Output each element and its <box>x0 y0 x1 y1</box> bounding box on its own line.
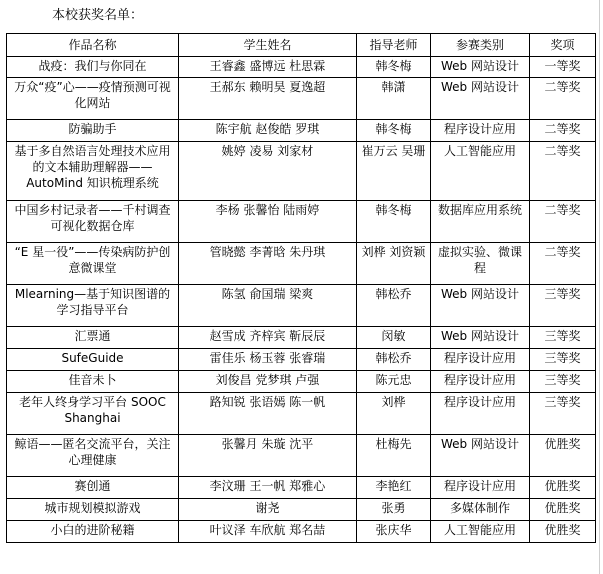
cell-category: 程序设计应用 <box>431 393 530 435</box>
list-heading: 本校获奖名单： <box>52 8 144 23</box>
cell-advisor: 韩松乔 <box>357 349 431 371</box>
cell-category: 程序设计应用 <box>431 477 530 499</box>
cell-advisor: 闵敏 <box>357 327 431 349</box>
table-row <box>7 477 596 499</box>
cell-category: 多媒体制作 <box>431 499 530 521</box>
cell-category: Web 网站设计 <box>431 327 530 349</box>
cell-category: Web 网站设计 <box>431 435 530 477</box>
cell-award: 二等奖 <box>530 78 596 120</box>
header-award: 奖项 <box>530 34 596 57</box>
header-advisor: 指导老师 <box>357 34 431 57</box>
cell-project: 防骗助手 <box>7 120 179 142</box>
table-row <box>7 78 596 120</box>
cell-students: 刘俊昌 党梦琪 卢强 <box>179 371 357 393</box>
cell-students: 叶议泽 车欣航 郑名喆 <box>179 521 357 543</box>
cell-category: Web 网站设计 <box>431 285 530 327</box>
table-row <box>7 243 596 285</box>
cell-category: 虚拟实验、微课程 <box>431 243 530 285</box>
cell-category: 数据库应用系统 <box>431 201 530 243</box>
cell-advisor: 李艳红 <box>357 477 431 499</box>
cell-category: 程序设计应用 <box>431 120 530 142</box>
page-margin-rule <box>599 0 600 574</box>
cell-award: 二等奖 <box>530 142 596 201</box>
table-row <box>7 393 596 435</box>
cell-advisor: 韩冬梅 <box>357 120 431 142</box>
cell-award: 三等奖 <box>530 285 596 327</box>
cell-students: 管晓懿 李菁晗 朱丹琪 <box>179 243 357 285</box>
cell-award: 优胜奖 <box>530 499 596 521</box>
cell-students: 王睿鑫 盛博远 杜思霖 <box>179 57 357 78</box>
header-category: 参赛类别 <box>431 34 530 57</box>
table-row <box>7 142 596 201</box>
cell-award: 三等奖 <box>530 393 596 435</box>
cell-advisor: 刘桦 刘资颖 <box>357 243 431 285</box>
cell-students: 李杨 张馨怡 陆雨婷 <box>179 201 357 243</box>
cell-project: 城市规划模拟游戏 <box>7 499 179 521</box>
cell-students: 赵雪成 齐梓宾 靳辰辰 <box>179 327 357 349</box>
cell-project: 小白的进阶秘籍 <box>7 521 179 543</box>
cell-project: 万众“疫”心——疫情预测可视化网站 <box>7 78 179 120</box>
cell-award: 优胜奖 <box>530 435 596 477</box>
cell-category: 人工智能应用 <box>431 142 530 201</box>
cell-students: 王郝东 赖明昊 夏逸超 <box>179 78 357 120</box>
awards-table <box>6 33 596 543</box>
cell-project: 战疫：我们与你同在 <box>7 57 179 78</box>
table-row <box>7 201 596 243</box>
cell-award: 三等奖 <box>530 327 596 349</box>
cell-category: Web 网站设计 <box>431 57 530 78</box>
cell-advisor: 张庆华 <box>357 521 431 543</box>
cell-award: 二等奖 <box>530 243 596 285</box>
cell-project: SufeGuide <box>7 349 179 371</box>
cell-students: 陈氢 俞国瑞 梁爽 <box>179 285 357 327</box>
table-row <box>7 521 596 543</box>
header-project: 作品名称 <box>7 34 179 57</box>
table-row <box>7 499 596 521</box>
cell-project: 中国乡村记录者——千村调查可视化数据仓库 <box>7 201 179 243</box>
cell-advisor: 韩冬梅 <box>357 57 431 78</box>
cell-project: 佳音未卜 <box>7 371 179 393</box>
cell-category: Web 网站设计 <box>431 78 530 120</box>
table-row <box>7 371 596 393</box>
cell-advisor: 张勇 <box>357 499 431 521</box>
cell-award: 三等奖 <box>530 371 596 393</box>
table-row <box>7 349 596 371</box>
cell-category: 程序设计应用 <box>431 371 530 393</box>
cell-project: 老年人终身学习平台 SOOC Shanghai <box>7 393 179 435</box>
cell-advisor: 杜梅先 <box>357 435 431 477</box>
cell-advisor: 韩松乔 <box>357 285 431 327</box>
table-row <box>7 327 596 349</box>
cell-award: 二等奖 <box>530 201 596 243</box>
cell-students: 路知锐 张语嫣 陈一帆 <box>179 393 357 435</box>
cell-project: 基于多自然语言处理技术应用的文本辅助理解器——AutoMind 知识梳理系统 <box>7 142 179 201</box>
cell-award: 二等奖 <box>530 120 596 142</box>
cell-advisor: 刘桦 <box>357 393 431 435</box>
cell-students: 姚婷 凌易 刘家材 <box>179 142 357 201</box>
cell-project: “E 星一役”——传染病防护创意微课堂 <box>7 243 179 285</box>
cell-award: 优胜奖 <box>530 521 596 543</box>
header-students: 学生姓名 <box>179 34 357 57</box>
table-row <box>7 435 596 477</box>
cell-award: 三等奖 <box>530 349 596 371</box>
cell-award: 优胜奖 <box>530 477 596 499</box>
cell-advisor: 韩潇 <box>357 78 431 120</box>
cell-project: 鲸语——匿名交流平台，关注心理健康 <box>7 435 179 477</box>
table-row <box>7 285 596 327</box>
cell-category: 程序设计应用 <box>431 349 530 371</box>
table-row <box>7 57 596 78</box>
cell-advisor: 崔万云 吴珊 <box>357 142 431 201</box>
cell-project: 汇票通 <box>7 327 179 349</box>
cell-students: 谢尧 <box>179 499 357 521</box>
cell-category: 人工智能应用 <box>431 521 530 543</box>
table-body <box>7 57 596 543</box>
cell-advisor: 陈元忠 <box>357 371 431 393</box>
cell-project: 赛创通 <box>7 477 179 499</box>
cell-students: 雷佳乐 杨玉蓉 张睿瑞 <box>179 349 357 371</box>
table-row <box>7 120 596 142</box>
cell-students: 陈宇航 赵俊皓 罗琪 <box>179 120 357 142</box>
cell-students: 张馨月 朱璇 沈平 <box>179 435 357 477</box>
cell-award: 一等奖 <box>530 57 596 78</box>
cell-project: Mlearning—基于知识图谱的学习指导平台 <box>7 285 179 327</box>
cell-advisor: 韩冬梅 <box>357 201 431 243</box>
table-header-row <box>7 34 596 57</box>
cell-students: 李汶珊 王一帆 郑雅心 <box>179 477 357 499</box>
